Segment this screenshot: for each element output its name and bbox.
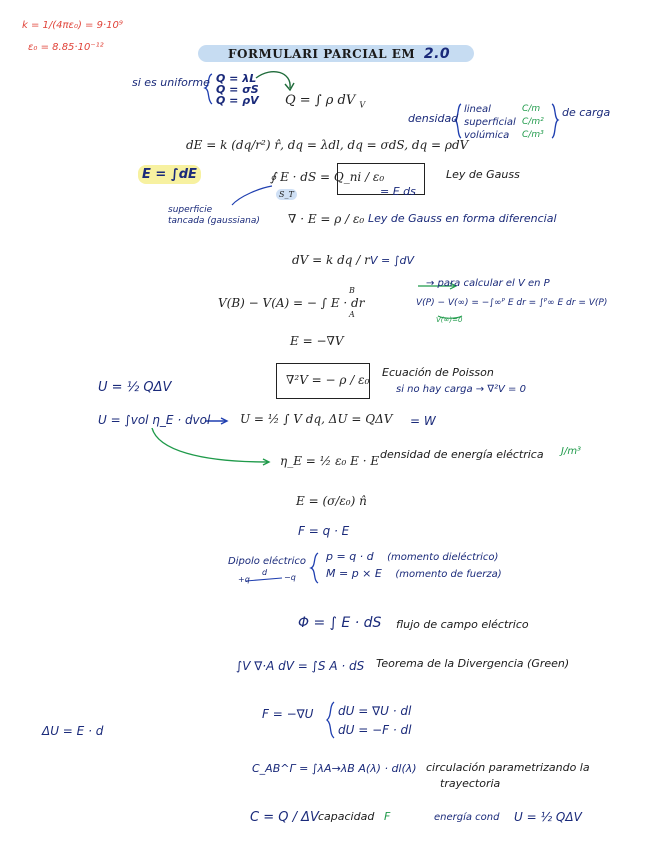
vb-va-lower-limit: A: [349, 310, 355, 319]
circulation-label-2: trayectoria: [440, 777, 501, 790]
gauss-label: Ley de Gauss: [446, 168, 520, 181]
density-superficial: superficial: [464, 117, 516, 128]
charge-volumica: Q = ρV: [216, 94, 259, 107]
de-carga-label: de carga: [562, 106, 611, 119]
torque-formula: M = p × E: [326, 567, 382, 580]
du-formulas: [338, 702, 411, 740]
u-equals-w: = W: [410, 414, 436, 428]
e-integral: E = ∫dE: [138, 165, 201, 184]
e-grad-formula: E = −∇V: [290, 334, 344, 348]
poisson-label: Ecuación de Poisson: [382, 366, 494, 379]
force-formula: F = q · E: [298, 524, 350, 538]
du-gradient-formula: dU = ∇U · dl: [338, 704, 412, 718]
coulomb-constant: k = 1/(4πε₀) = 9·10⁹: [22, 20, 123, 31]
density-types: [464, 103, 516, 142]
poisson-no-charge: si no hay carga → ∇²V = 0: [396, 384, 526, 395]
uniform-note: si es uniforme: [132, 76, 210, 89]
unit-lineal: C/m: [522, 104, 541, 114]
density-lineal: lineal: [464, 104, 491, 115]
eta-unit: J/m³: [561, 446, 582, 457]
dipole-sketch-plus: +q: [238, 575, 250, 584]
vb-va-formula: [218, 286, 365, 319]
dipole-moment-formula: p = q · d: [326, 550, 374, 563]
u-formula: U = ½ ∫ V dq, ΔU = QΔV: [240, 412, 393, 426]
flux-formula: Φ = ∫ E · dS: [298, 615, 382, 631]
charge-lineal: Q = λL: [216, 72, 257, 85]
dv-formula: dV = k dq / r: [292, 253, 370, 267]
gauss-diff-formula: ∇ · E = ρ / ε₀: [288, 212, 365, 226]
capacity-label: capacidad: [318, 810, 375, 823]
circulation-formula: C_AB^Γ = ∫λA→λB A(λ) · dl(λ): [252, 762, 417, 775]
de-formula: dE = k (dq/r²) r̂, dq = λdl, dq = σdS, dq = ρdV: [186, 138, 469, 152]
page-title: [228, 46, 450, 62]
force-gradient-formula: F = −∇U: [262, 707, 314, 721]
u-half-formula: U = ½ QΔV: [98, 380, 172, 395]
unit-superficial: C/m²: [522, 117, 544, 127]
dipole-label: Dipolo eléctrico: [228, 556, 307, 567]
capacity-unit: F: [384, 810, 391, 823]
gauss-surface-note-2: tancada (gaussiana): [168, 216, 260, 226]
divergence-formula: ∫V ∇·A dV = ∫S A · dS: [236, 659, 365, 673]
dipole-sketch-minus: −q: [284, 573, 296, 582]
eta-label: densidad de energía eléctrica: [380, 448, 544, 461]
dipole-sketch-d: d: [262, 568, 268, 577]
poisson-formula: ∇²V = − ρ / ε₀: [286, 373, 370, 387]
vp-formula: V(P) − V(∞) = −∫∞ᴾ E dr = ∫ᴾ∞ E dr = V(P): [416, 298, 608, 308]
charge-superficial: Q = σS: [216, 83, 259, 96]
circulation-label-1: circulación parametrizando la: [426, 761, 590, 774]
charge-integral-formula: Q = ∫ ρ dV: [285, 93, 356, 108]
du-force-formula: dU = −F · dl: [338, 723, 412, 737]
flux-label: flujo de campo eléctrico: [396, 618, 529, 631]
density-label: densidad: [408, 112, 459, 125]
charge-integral: [285, 93, 365, 110]
capacitor-energy-formula: U = ½ QΔV: [514, 810, 582, 824]
capacitor-energy-label: energía cond: [434, 812, 500, 823]
density-units: [522, 103, 544, 142]
unit-volumica: C/m³: [522, 130, 544, 140]
dipole-moment-note: (momento dieléctrico): [387, 552, 499, 563]
circulation-label: [426, 760, 590, 792]
eta-formula: η_E = ½ ε₀ E · E: [280, 454, 380, 468]
vb-va-text: V(B) − V(A) = − ∫ E · dr: [218, 296, 365, 310]
gauss-formula: ∮ E · dS = Q_ni / ε₀: [270, 170, 385, 184]
gauss-surface-sub: S_T: [276, 189, 297, 200]
delta-u-formula: ΔU = E · d: [42, 724, 104, 738]
title-version: 2.0: [423, 46, 451, 62]
dipole-formulas: [326, 549, 502, 583]
v-inf-zero: V(∞)=0: [436, 316, 463, 324]
calc-note: → para calcular el V en P: [426, 278, 550, 289]
gauss-diff-label: Ley de Gauss en forma diferencial: [368, 212, 557, 225]
gauss-surface-note: [168, 205, 260, 227]
gauss-surface-note-1: superficie: [168, 205, 213, 215]
e-sigma-formula: E = (σ/ε₀) n̂: [296, 494, 367, 508]
vb-va-upper-limit: B: [349, 286, 355, 295]
vacuum-permittivity: ε₀ = 8.85·10⁻¹²: [28, 42, 104, 53]
divergence-label: Teorema de la Divergencia (Green): [376, 657, 570, 670]
gauss-equals: = E ds: [380, 185, 416, 198]
capacity-formula: C = Q / ΔV: [250, 810, 319, 825]
u-vol-formula: U = ∫vol η_E · dvol: [98, 413, 211, 427]
v-integral: V = ∫dV: [370, 254, 414, 267]
density-volumica: volúmica: [464, 130, 510, 141]
torque-note: (momento de fuerza): [395, 569, 502, 580]
charge-integral-sub: V: [359, 100, 366, 110]
title-text: FORMULARI PARCIAL EM: [228, 47, 416, 61]
charge-list: [216, 73, 259, 106]
